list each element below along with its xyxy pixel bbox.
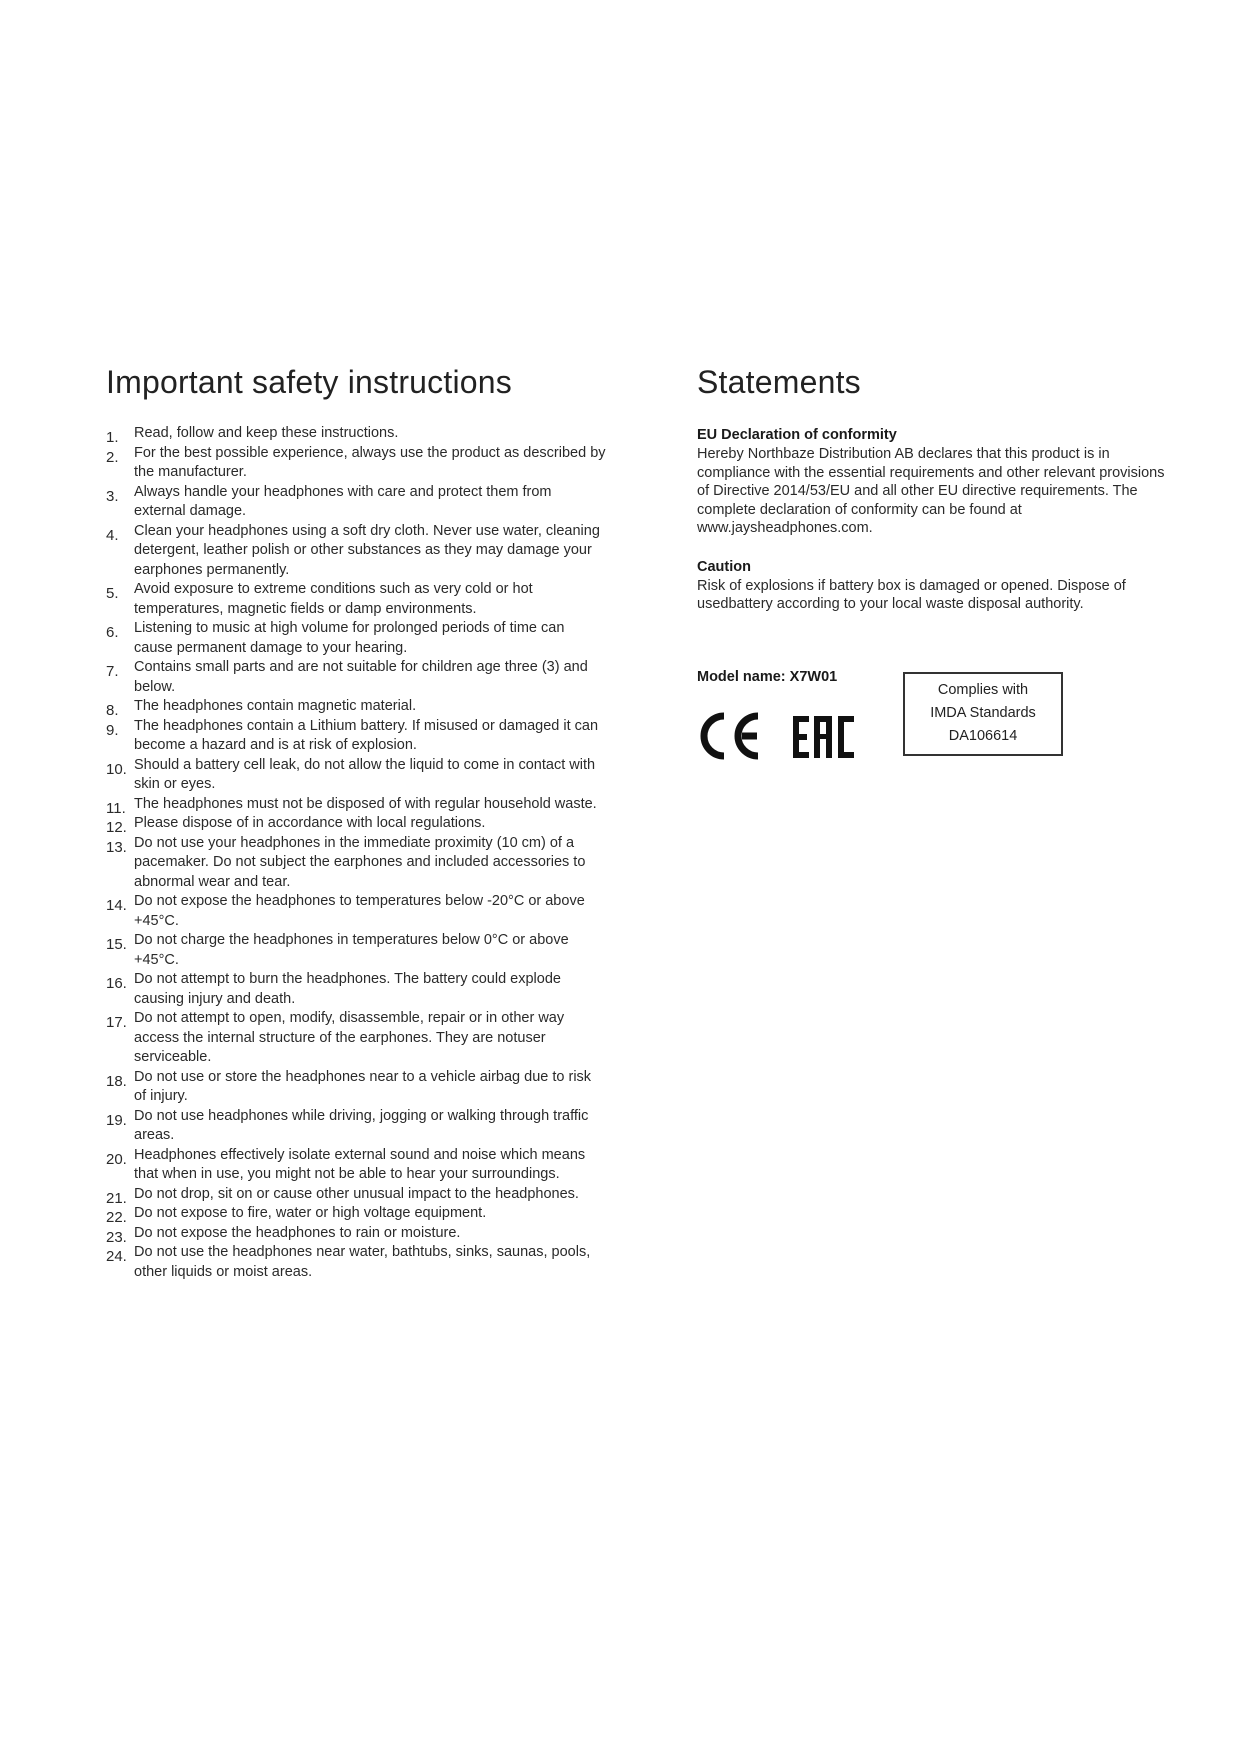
safety-item bbox=[106, 424, 606, 444]
caution-heading: Caution bbox=[697, 558, 751, 575]
safety-item bbox=[106, 1185, 606, 1205]
safety-item-text: Do not expose the headphones to temperatures below -20°C or above +45°C. bbox=[134, 893, 585, 929]
safety-item-number: 15. bbox=[106, 936, 127, 953]
imda-line: IMDA Standards bbox=[930, 705, 1036, 721]
safety-title: Important safety instructions bbox=[106, 364, 512, 400]
safety-item bbox=[106, 619, 606, 658]
safety-item bbox=[106, 444, 606, 483]
safety-item-text: Do not attempt to burn the headphones. The battery could explode causing injury and death. bbox=[134, 971, 561, 1007]
caution-text: Risk of explosions if battery box is damaged or opened. Dispose of usedbattery according to your local waste disposal authority. bbox=[697, 577, 1126, 612]
safety-section bbox=[106, 362, 606, 1282]
model-name: Model name: X7W01 bbox=[697, 668, 838, 685]
safety-item bbox=[106, 834, 606, 893]
safety-item-text: The headphones contain a Lithium battery. If misused or damaged it can become a hazard and is at risk of explosion. bbox=[134, 717, 599, 753]
safety-item bbox=[106, 814, 606, 834]
safety-item bbox=[106, 697, 606, 717]
safety-item-text: Do not drop, sit on or cause other unusual impact to the headphones. bbox=[134, 1185, 579, 1202]
safety-item-text: For the best possible experience, always use the product as described by the manufacturer. bbox=[134, 444, 606, 480]
safety-item-number: 14. bbox=[106, 897, 127, 914]
imda-compliance-label bbox=[903, 672, 1063, 756]
safety-item-number: 20. bbox=[106, 1150, 127, 1168]
safety-item-text: The headphones must not be disposed of with regular household waste. bbox=[134, 795, 597, 812]
safety-item-number: 2. bbox=[106, 448, 119, 466]
safety-item-text: Clean your headphones using a soft dry cloth. Never use water, cleaning detergent, leather polish or other substances as they may damage your earphones permanently. bbox=[134, 522, 600, 578]
safety-item-number: 18. bbox=[106, 1072, 127, 1090]
safety-item-text: Do not use or store the headphones near to a vehicle airbag due to risk of injury. bbox=[134, 1068, 592, 1104]
safety-item-text: Do not use your headphones in the immediate proximity (10 cm) of a pacemaker. Do not subject the earphones and included accessories to abnormal wear and tear. bbox=[134, 834, 586, 890]
eu-declaration bbox=[697, 426, 1177, 538]
certification-marks bbox=[697, 706, 867, 766]
safety-item bbox=[106, 1146, 606, 1185]
safety-item bbox=[106, 1224, 606, 1244]
safety-item-number: 24. bbox=[106, 1248, 127, 1265]
safety-item-number: 6. bbox=[106, 624, 119, 641]
safety-item bbox=[106, 1068, 606, 1107]
safety-item-number: 10. bbox=[106, 760, 127, 778]
safety-item-text: Do not attempt to open, modify, disassemble, repair or in other way access the internal structure of the earphones. They are notuser serviceable. bbox=[134, 1010, 565, 1065]
safety-item-text: The headphones contain magnetic material. bbox=[134, 698, 417, 714]
safety-list bbox=[106, 424, 606, 1282]
imda-line: DA106614 bbox=[948, 728, 1018, 744]
safety-item-number: 9. bbox=[106, 721, 119, 739]
safety-item bbox=[106, 795, 606, 815]
safety-item-number: 13. bbox=[106, 838, 127, 856]
safety-item-text: Listening to music at high volume for prolonged periods of time can cause permanent damage to your hearing. bbox=[134, 620, 565, 656]
safety-item bbox=[106, 931, 606, 970]
safety-item bbox=[106, 892, 606, 931]
imda-line: Complies with bbox=[937, 682, 1029, 698]
ce-mark-icon bbox=[704, 716, 758, 756]
safety-item-number: 4. bbox=[106, 526, 119, 544]
safety-item-text: Do not use headphones while driving, jogging or walking through traffic areas. bbox=[134, 1107, 589, 1143]
safety-item-number: 11. bbox=[106, 799, 126, 817]
eac-mark-icon bbox=[793, 716, 854, 758]
safety-item-number: 17. bbox=[106, 1014, 127, 1031]
safety-item bbox=[106, 658, 606, 697]
safety-item-text: Do not expose to fire, water or high voltage equipment. bbox=[134, 1205, 487, 1221]
safety-item bbox=[106, 1009, 606, 1068]
safety-item bbox=[106, 1204, 606, 1224]
safety-item bbox=[106, 483, 606, 522]
safety-item-number: 12. bbox=[106, 819, 127, 836]
safety-item-text: Should a battery cell leak, do not allow the liquid to come in contact with skin or eyes. bbox=[134, 756, 596, 792]
model-block bbox=[697, 668, 1177, 788]
eu-declaration-heading: EU Declaration of conformity bbox=[697, 427, 897, 443]
statements-section bbox=[697, 362, 1177, 788]
safety-item-text: Please dispose of in accordance with local regulations. bbox=[134, 815, 486, 831]
safety-item-number: 1. bbox=[106, 429, 119, 446]
safety-item-text: Read, follow and keep these instructions. bbox=[134, 425, 399, 441]
safety-item bbox=[106, 1107, 606, 1146]
safety-item bbox=[106, 580, 606, 619]
safety-item bbox=[106, 970, 606, 1009]
safety-item-text: Headphones effectively isolate external sound and noise which means that when in use, you might not be able to hear your surroundings. bbox=[134, 1146, 586, 1182]
safety-item-text: Contains small parts and are not suitable for children age three (3) and below. bbox=[134, 659, 588, 695]
safety-item-text: Always handle your headphones with care and protect them from external damage. bbox=[134, 483, 552, 519]
safety-item bbox=[106, 756, 606, 795]
safety-item-number: 21. bbox=[106, 1189, 127, 1207]
safety-item bbox=[106, 1243, 606, 1282]
safety-item-number: 16. bbox=[106, 975, 127, 992]
statements-title: Statements bbox=[697, 364, 861, 400]
safety-item bbox=[106, 522, 606, 581]
eu-declaration-text: Hereby Northbaze Distribution AB declares that this product is in compliance with the essential requirements and other relevant provisions of Directive 2014/53/EU and all other EU directive requirements. The complete declaration of conformity can be found at www.jaysheadphones.com. bbox=[697, 446, 1165, 536]
safety-item-text: Do not charge the headphones in temperatures below 0°C or above +45°C. bbox=[134, 932, 569, 968]
safety-item-number: 7. bbox=[106, 663, 119, 680]
safety-item-number: 19. bbox=[106, 1111, 127, 1129]
safety-item-number: 8. bbox=[106, 702, 119, 719]
caution bbox=[697, 558, 1177, 614]
safety-item-text: Do not expose the headphones to rain or moisture. bbox=[134, 1224, 461, 1241]
safety-item-number: 22. bbox=[106, 1209, 127, 1226]
safety-item-text: Do not use the headphones near water, bathtubs, sinks, saunas, pools, other liquids or moist areas. bbox=[134, 1244, 591, 1280]
safety-item-text: Avoid exposure to extreme conditions such as very cold or hot temperatures, magnetic fields or damp environments. bbox=[134, 581, 533, 617]
safety-item bbox=[106, 717, 606, 756]
safety-item-number: 23. bbox=[106, 1228, 127, 1246]
safety-item-number: 3. bbox=[106, 487, 119, 505]
safety-item-number: 5. bbox=[106, 585, 119, 602]
